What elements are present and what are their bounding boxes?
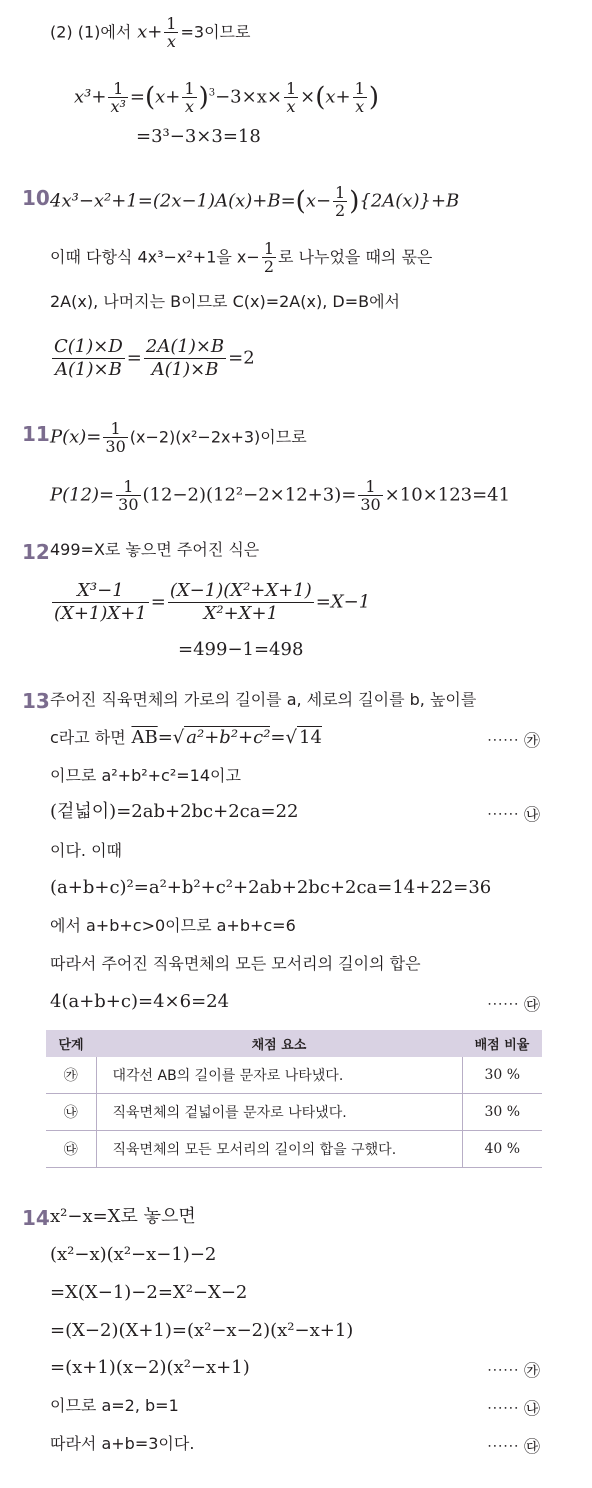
table-header-row [46, 1030, 542, 1057]
fraction: $\frac{1}{x}$ [184, 79, 195, 116]
p11-line2: P(12)= $\frac{1}{30}$ (12−2)(12²−2×12+3)= $\frac{1}{30}$ ×10×123=41 [50, 477, 511, 514]
p14-line3: =X(X−1)−2=X²−X−2 [50, 1282, 248, 1303]
p14-line5: =(x+1)(x−2)(x²−x+1) [50, 1357, 250, 1378]
step-marker: ⋯⋯ ㉯ [486, 805, 540, 824]
p11-line1: P(x)= $\frac{1}{30}$ (x−2)(x²−2x+3)이므로 [50, 419, 307, 456]
column-header: 배점 비율 [462, 1030, 542, 1057]
fraction: $\frac{1}{x}$ [354, 79, 365, 116]
item-cell: 대각선 AB의 길이를 문자로 나타냈다. [96, 1057, 462, 1094]
scoring-table [46, 1030, 542, 1168]
p10-line4: $\frac{C(1)\times D}{A(1)\times B}$ = $\frac{2A(1)\times B}{A(1)\times B}$ =2 [54, 336, 255, 380]
fraction: $\frac{1}{30}$ [105, 419, 126, 456]
p14-line6: 이므로 a=2, b=1 [50, 1396, 179, 1415]
step-marker: ⋯⋯ ㉯ [486, 1399, 540, 1418]
fraction: $\frac{\text{(X−1)(X²+X+1)}}{\text{X²+X+1}}$ [169, 580, 312, 624]
p13-line5: 이다. 이때 [50, 841, 122, 860]
problem-number: 10 [22, 186, 50, 210]
step-cell: ㉰ [46, 1131, 96, 1168]
fraction: $\frac{C(1)\times D}{A(1)\times B}$ [54, 336, 123, 380]
problem-number: 11 [22, 422, 50, 446]
fraction: $\frac{1}{30}$ [360, 477, 381, 514]
table-row [46, 1094, 542, 1131]
item-cell: 직육면체의 모든 모서리의 길이의 합을 구했다. [96, 1131, 462, 1168]
step-marker: ⋯⋯ ㉰ [486, 1437, 540, 1456]
sec9-line2: x³+ $\frac{1}{\text{x³}}$ =(x+ $\frac{1}{x}$ )$^3$−3×x× $\frac{1}{x}$ ×(x+ $\frac{1}{x}$ ) [74, 79, 379, 116]
p13-line1: 주어진 직육면체의 가로의 길이를 a, 세로의 길이를 b, 높이를 [50, 690, 477, 709]
p12-line3: =499−1=498 [178, 639, 304, 660]
p13-line7: 에서 a+b+c>0이므로 a+b+c=6 [50, 916, 296, 935]
ratio-cell: 30 % [462, 1094, 542, 1131]
p10-line1: 4x³−x²+1=(2x−1)A(x)+B=(x− $\frac{1}{2}$ ){2A(x)}+B [50, 183, 460, 220]
p14-line1: x²−x=X로 놓으면 [50, 1206, 196, 1227]
p13-line4: (겉넓이)=2ab+2bc+2ca=22 [50, 801, 299, 822]
p13-line8: 따라서 주어진 직육면체의 모든 모서리의 길이의 합은 [50, 954, 421, 973]
item-cell: 직육면체의 겉넓이를 문자로 나타냈다. [96, 1094, 462, 1131]
step-marker: ⋯⋯ ㉮ [486, 731, 540, 750]
problem-number: 13 [22, 689, 50, 713]
step-marker: ⋯⋯ ㉰ [486, 995, 540, 1014]
step-marker: ⋯⋯ ㉮ [486, 1361, 540, 1380]
table-row [46, 1131, 542, 1168]
p13-line3: 이므로 a²+b²+c²=14이고 [50, 766, 241, 785]
fraction: $\frac{1}{x}$ [166, 14, 177, 51]
p12-line2: $\frac{\text{X³−1}}{(X+1)X+1}$ = $\frac{\text{(X−1)(X²+X+1)}}{\text{X²+X+1}}$ =X−1 [54, 580, 371, 624]
problem-number: 12 [22, 540, 50, 564]
p14-line7: 따라서 a+b=3이다. [50, 1434, 195, 1453]
fraction: $\frac{1}{2}$ [335, 183, 346, 220]
column-header: 채점 요소 [96, 1030, 462, 1057]
p13-line2: c라고 하면 $\overline{AB}=√$ a²+b²+c²=√ 14 [50, 727, 322, 748]
fraction: $\frac{1}{2}$ [263, 239, 274, 276]
fraction: $\frac{1}{\text{x³}}$ [110, 79, 126, 116]
sec9-line1: (2) (1)에서 x+ $\frac{1}{x}$ =3이므로 [50, 14, 251, 51]
column-header: 단계 [46, 1030, 96, 1057]
problem-number: 14 [22, 1206, 50, 1230]
p14-line2: (x²−x)(x²−x−1)−2 [50, 1244, 217, 1265]
ratio-cell: 40 % [462, 1131, 542, 1168]
p13-line6: (a+b+c)²=a²+b²+c²+2ab+2bc+2ca=14+22=36 [50, 877, 492, 898]
step-cell: ㉯ [46, 1094, 96, 1131]
step-cell: ㉮ [46, 1057, 96, 1094]
fraction: $\frac{1}{x}$ [285, 79, 297, 116]
p10-line3: 2A(x), 나머지는 B이므로 C(x)=2A(x), D=B에서 [50, 292, 400, 311]
p13-line9: 4(a+b+c)=4×6=24 [50, 991, 230, 1012]
ratio-cell: 30 % [462, 1057, 542, 1094]
p14-line4: =(X−2)(X+1)=(x²−x−2)(x²−x+1) [50, 1320, 354, 1341]
p10-line2: 이때 다항식 4x³−x²+1을 x− $\frac{1}{2}$ 로 나누었을 때의 몫은 [50, 239, 433, 276]
fraction: $\frac{\text{X³−1}}{(X+1)X+1}$ [54, 580, 147, 624]
sec9-line3: =3³−3×3=18 [136, 126, 261, 147]
fraction: $\frac{1}{30}$ [118, 477, 139, 514]
p12-line1: 499=X로 놓으면 주어진 식은 [50, 540, 260, 559]
table-row [46, 1057, 542, 1094]
fraction: $\frac{2A(1)\times B}{A(1)\times B}$ [145, 336, 225, 380]
